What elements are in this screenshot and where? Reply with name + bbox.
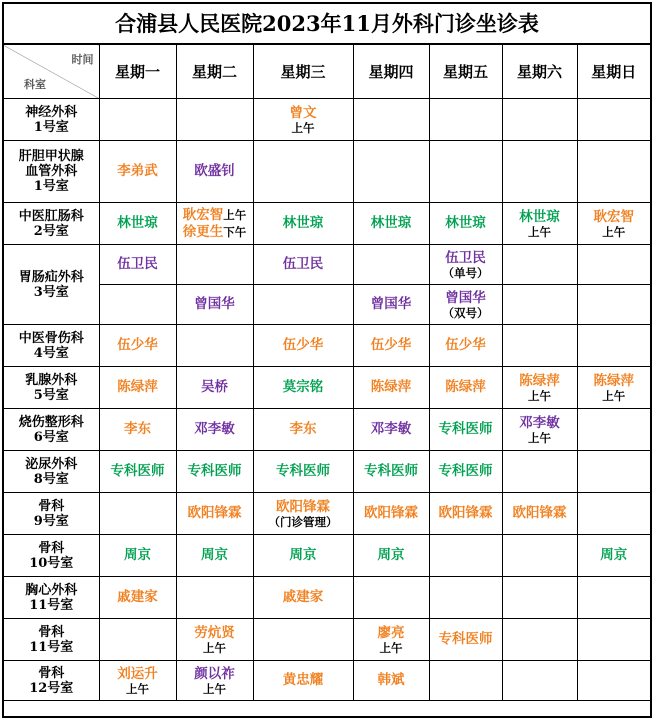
schedule-cell (502, 577, 577, 619)
doctor-entry (354, 421, 429, 438)
schedule-cell (429, 99, 502, 141)
schedule-cell (176, 325, 253, 367)
schedule-cell (176, 245, 253, 285)
doctor-name: 周京 (201, 547, 228, 563)
department-label: 1号室 (33, 119, 69, 135)
schedule-row (4, 661, 650, 701)
department-cell (4, 535, 99, 577)
doctor-entry (100, 337, 176, 354)
doctor-entry (578, 373, 651, 402)
doctor-entry (177, 463, 253, 480)
department-label: 10号室 (29, 555, 74, 571)
doctor-entry (177, 163, 253, 180)
schedule-cell (353, 141, 429, 203)
doctor-name: 邓李敏 (370, 421, 412, 437)
schedule-cell (429, 577, 502, 619)
doctor-entry (354, 379, 429, 396)
doctor-entry (254, 215, 353, 232)
doctor-entry (503, 415, 577, 444)
department-label: 泌尿外科 (25, 456, 78, 472)
doctor-entry (177, 505, 253, 522)
doctor-entry (177, 666, 253, 695)
schedule-row (4, 99, 650, 141)
doctor-entry (430, 250, 502, 279)
doctor-name: 韩斌 (377, 672, 405, 688)
schedule-cell (577, 325, 650, 367)
department-label: 胃肠疝外科 (18, 269, 84, 285)
department-label: 5号室 (33, 387, 69, 403)
doctor-name: 李弟武 (117, 163, 158, 179)
department-label: 骨科 (38, 624, 65, 640)
schedule-cell (429, 535, 502, 577)
schedule-cell (353, 619, 429, 661)
session-note: 上午 (203, 641, 226, 655)
doctor-name: 陈绿萍 (519, 373, 560, 389)
doctor-name: 专科医师 (364, 463, 418, 479)
schedule-cell (353, 493, 429, 535)
schedule-cell (502, 409, 577, 451)
schedule-row (4, 577, 650, 619)
schedule-cell (502, 661, 577, 701)
doctor-entry (430, 505, 502, 522)
doctor-entry (254, 672, 353, 689)
day-header-tue: 星期二 (176, 45, 253, 99)
schedule-cell (176, 619, 253, 661)
doctor-name: 林世琼 (519, 209, 560, 225)
session-note: 上午 (602, 225, 626, 239)
schedule-cell (577, 661, 650, 701)
doctor-name: 欧盛钊 (194, 163, 235, 179)
doctor-entry (354, 672, 429, 689)
schedule-cell (99, 99, 176, 141)
schedule-cell (502, 451, 577, 493)
doctor-name: 陈绿萍 (370, 379, 412, 395)
doctor-entry (354, 505, 429, 522)
schedule-cell (176, 141, 253, 203)
department-cell (4, 203, 99, 245)
doctor-entry (578, 209, 651, 238)
schedule-row (4, 245, 650, 285)
doctor-name: 专科医师 (438, 631, 493, 647)
schedule-cell (253, 99, 353, 141)
doctor-name: 欧阳锋霖 (438, 505, 493, 521)
schedule-cell (99, 577, 176, 619)
doctor-name: 伍卫民 (117, 256, 158, 272)
schedule-body (4, 99, 650, 701)
schedule-cell (429, 451, 502, 493)
schedule-row (4, 203, 650, 245)
department-cell (4, 493, 99, 535)
session-note: 上午 (223, 207, 247, 222)
doctor-name: 曾国华 (445, 290, 486, 306)
doctor-name: 伍少华 (445, 337, 486, 353)
doctor-entry (100, 547, 176, 564)
schedule-cell (353, 577, 429, 619)
schedule-cell (353, 451, 429, 493)
department-label: 1号室 (33, 179, 69, 194)
doctor-name: 廖亮 (377, 625, 405, 641)
schedule-cell (176, 661, 253, 701)
schedule-cell (253, 493, 353, 535)
schedule-cell (429, 203, 502, 245)
schedule-cell (176, 577, 253, 619)
doctor-entry (254, 337, 353, 354)
schedule-cell (253, 367, 353, 409)
doctor-name: 林世琼 (445, 215, 486, 231)
doctor-entry (254, 589, 353, 606)
doctor-entry (430, 337, 502, 354)
doctor-name: 颜以祚 (194, 666, 235, 682)
schedule-cell (502, 325, 577, 367)
schedule-cell (253, 203, 353, 245)
doctor-entry (177, 421, 253, 438)
schedule-cell (429, 285, 502, 325)
department-label: 乳腺外科 (25, 372, 78, 388)
schedule-cell (99, 325, 176, 367)
doctor-name: 莫宗铭 (282, 379, 324, 395)
schedule-cell (502, 285, 577, 325)
doctor-entry (503, 209, 577, 238)
doctor-entry (254, 463, 353, 480)
department-label: 11号室 (29, 597, 74, 613)
doctor-name: 伍卫民 (282, 256, 324, 272)
schedule-cell (353, 661, 429, 701)
schedule-cell (99, 285, 176, 325)
doctor-name: 邓李敏 (194, 421, 235, 437)
doctor-entry (578, 547, 651, 564)
schedule-cell (353, 409, 429, 451)
department-cell (4, 661, 99, 701)
schedule-row (4, 285, 650, 325)
doctor-name: 陈绿萍 (117, 379, 158, 395)
doctor-name: 专科医师 (438, 463, 493, 479)
doctor-entry (100, 215, 176, 232)
time-header-label: 时间 (71, 53, 94, 66)
schedule-cell (253, 451, 353, 493)
doctor-entry (354, 547, 429, 564)
doctor-entry (100, 666, 176, 695)
schedule-row (4, 493, 650, 535)
doctor-entry (430, 215, 502, 232)
schedule-cell (502, 535, 577, 577)
doctor-name: 周京 (377, 547, 405, 563)
session-note: 上午 (528, 225, 551, 239)
schedule-cell (502, 245, 577, 285)
schedule-row (4, 141, 650, 203)
department-label: 中医肛肠科 (18, 208, 84, 224)
department-cell (4, 451, 99, 493)
doctor-name: 李东 (124, 421, 151, 437)
department-cell (4, 409, 99, 451)
doctor-entry (254, 499, 353, 528)
schedule-row (4, 535, 650, 577)
doctor-entry (177, 207, 253, 224)
schedule-cell (99, 203, 176, 245)
department-label: 烧伤整形科 (18, 414, 84, 430)
schedule-cell (353, 535, 429, 577)
doctor-name: 周京 (124, 547, 151, 563)
department-label: 胸心外科 (25, 582, 78, 598)
department-cell (4, 99, 99, 141)
session-note: 上午 (126, 682, 149, 696)
schedule-cell (253, 285, 353, 325)
schedule-table (4, 44, 650, 701)
doctor-name: 专科医师 (110, 463, 165, 479)
schedule-cell (353, 367, 429, 409)
department-label: 4号室 (33, 345, 69, 361)
schedule-cell (429, 367, 502, 409)
doctor-entry (503, 373, 577, 402)
doctor-name: 戚建家 (117, 589, 158, 605)
doctor-entry (254, 421, 353, 438)
department-label: 神经外科 (25, 104, 78, 120)
doctor-entry (254, 547, 353, 564)
page-title: 合浦县人民医院2023年11月外科门诊坐诊表 (4, 4, 650, 44)
department-label: 中医骨伤科 (18, 330, 84, 346)
schedule-cell (176, 409, 253, 451)
department-label: 骨科 (38, 498, 65, 514)
schedule-cell (353, 99, 429, 141)
day-header-sat: 星期六 (502, 45, 577, 99)
day-header-mon: 星期一 (99, 45, 176, 99)
doctor-entry (177, 625, 253, 654)
schedule-cell (577, 203, 650, 245)
schedule-cell (577, 367, 650, 409)
schedule-cell (429, 661, 502, 701)
department-label: 3号室 (33, 284, 69, 300)
doctor-entry (430, 290, 502, 319)
day-header-sun: 星期日 (577, 45, 650, 99)
schedule-cell (99, 661, 176, 701)
schedule-cell (353, 245, 429, 285)
schedule-cell (253, 577, 353, 619)
doctor-name: 曾国华 (370, 296, 412, 312)
doctor-name: 劳炕贤 (194, 625, 235, 641)
schedule-cell (176, 285, 253, 325)
day-header-fri: 星期五 (429, 45, 502, 99)
schedule-cell (353, 285, 429, 325)
schedule-cell (253, 141, 353, 203)
department-cell (4, 577, 99, 619)
schedule-cell (176, 535, 253, 577)
department-label: 肝胆甲状腺 (18, 149, 84, 164)
doctor-entry (100, 163, 176, 180)
schedule-cell (176, 203, 253, 245)
schedule-cell (577, 577, 650, 619)
session-note: 上午 (379, 641, 403, 655)
doctor-name: 欧阳锋霖 (276, 499, 330, 515)
doctor-name: 耿宏智 (593, 209, 634, 225)
session-note: 上午 (602, 389, 626, 403)
schedule-cell (429, 619, 502, 661)
schedule-cell (502, 619, 577, 661)
doctor-name: 耿宏智 (182, 206, 224, 223)
doctor-entry (503, 505, 577, 522)
doctor-entry (354, 463, 429, 480)
schedule-cell (502, 99, 577, 141)
doctor-entry (100, 463, 176, 480)
schedule-row (4, 619, 650, 661)
schedule-cell (502, 141, 577, 203)
schedule-cell (577, 409, 650, 451)
doctor-name: 曾国华 (194, 296, 235, 312)
day-header-wed: 星期三 (253, 45, 353, 99)
schedule-cell (176, 367, 253, 409)
schedule-cell (176, 99, 253, 141)
doctor-name: 伍少华 (282, 337, 324, 353)
session-note: （双号） (442, 306, 489, 320)
session-note: 上午 (291, 121, 315, 135)
schedule-cell (577, 619, 650, 661)
doctor-name: 伍少华 (117, 337, 158, 353)
doctor-entry (430, 379, 502, 396)
doctor-entry (177, 379, 253, 396)
department-cell (4, 141, 99, 203)
doctor-name: 林世琼 (282, 215, 324, 231)
doctor-entry (354, 625, 429, 654)
doctor-name: 李东 (289, 421, 317, 437)
department-label: 6号室 (33, 429, 69, 445)
day-header-thu: 星期四 (353, 45, 429, 99)
doctor-entry (100, 421, 176, 438)
doctor-name: 邓李敏 (519, 415, 560, 431)
schedule-cell (253, 661, 353, 701)
schedule-cell (253, 619, 353, 661)
doctor-entry (100, 589, 176, 606)
schedule-cell (577, 99, 650, 141)
corner-header-cell (4, 45, 99, 99)
department-cell (4, 245, 99, 325)
schedule-cell (429, 325, 502, 367)
schedule-sheet (2, 2, 652, 718)
schedule-cell (253, 325, 353, 367)
doctor-name: 伍卫民 (445, 250, 486, 266)
schedule-cell (253, 535, 353, 577)
doctor-name: 徐更生 (182, 223, 224, 240)
doctor-name: 专科医师 (438, 421, 493, 437)
department-label: 骨科 (38, 665, 65, 681)
schedule-cell (502, 203, 577, 245)
department-label: 12号室 (29, 680, 74, 696)
doctor-entry (354, 337, 429, 354)
department-label: 11号室 (29, 639, 74, 655)
doctor-name: 欧阳锋霖 (187, 505, 242, 521)
doctor-name: 刘运升 (117, 666, 158, 682)
department-label: 9号室 (33, 513, 69, 529)
doctor-entry (430, 631, 502, 648)
schedule-cell (99, 409, 176, 451)
doctor-entry (354, 215, 429, 232)
session-note: 下午 (223, 224, 247, 239)
doctor-entry (100, 256, 176, 273)
schedule-cell (502, 493, 577, 535)
session-note: （门诊管理） (268, 515, 338, 529)
doctor-name: 周京 (600, 547, 628, 563)
department-label: 2号室 (33, 223, 69, 239)
department-label: 血管外科 (25, 164, 78, 179)
doctor-name: 林世琼 (370, 215, 412, 231)
doctor-entry (254, 105, 353, 134)
doctor-name: 陈绿萍 (593, 373, 634, 389)
schedule-cell (99, 367, 176, 409)
schedule-cell (99, 451, 176, 493)
session-note: 上午 (203, 682, 226, 696)
schedule-cell (429, 141, 502, 203)
schedule-row (4, 325, 650, 367)
schedule-cell (353, 325, 429, 367)
doctor-name: 林世琼 (117, 215, 158, 231)
session-note: 上午 (528, 431, 551, 445)
doctor-name: 陈绿萍 (445, 379, 486, 395)
schedule-cell (577, 245, 650, 285)
schedule-cell (502, 367, 577, 409)
session-note: （单号） (442, 266, 489, 280)
schedule-cell (253, 409, 353, 451)
doctor-name: 欧阳锋霖 (512, 505, 567, 521)
doctor-name: 欧阳锋霖 (364, 505, 418, 521)
doctor-name: 伍少华 (370, 337, 412, 353)
doctor-name: 黄忠耀 (282, 672, 324, 688)
schedule-cell (577, 141, 650, 203)
doctor-entry (430, 463, 502, 480)
schedule-cell (253, 245, 353, 285)
doctor-entry (430, 421, 502, 438)
schedule-cell (429, 245, 502, 285)
schedule-cell (176, 451, 253, 493)
schedule-cell (577, 493, 650, 535)
schedule-cell (429, 493, 502, 535)
dept-header-label: 科室 (24, 78, 46, 91)
doctor-name: 周京 (289, 547, 317, 563)
schedule-row (4, 409, 650, 451)
doctor-entry (177, 547, 253, 564)
session-note: 上午 (528, 389, 551, 403)
schedule-cell (176, 493, 253, 535)
doctor-entry (177, 296, 253, 313)
department-cell (4, 619, 99, 661)
schedule-cell (99, 493, 176, 535)
schedule-row (4, 367, 650, 409)
schedule-cell (99, 619, 176, 661)
department-cell (4, 325, 99, 367)
schedule-cell (577, 535, 650, 577)
header-row (4, 45, 650, 99)
department-label: 8号室 (33, 471, 69, 487)
schedule-row (4, 451, 650, 493)
department-label: 骨科 (38, 540, 65, 556)
doctor-entry (254, 379, 353, 396)
doctor-name: 吴桥 (201, 379, 228, 395)
doctor-name: 戚建家 (282, 589, 324, 605)
schedule-cell (577, 285, 650, 325)
doctor-entry (254, 256, 353, 273)
schedule-cell (577, 451, 650, 493)
doctor-name: 专科医师 (276, 463, 330, 479)
schedule-cell (429, 409, 502, 451)
doctor-entry (177, 224, 253, 241)
department-cell (4, 367, 99, 409)
schedule-cell (99, 245, 176, 285)
doctor-entry (354, 296, 429, 313)
schedule-cell (99, 535, 176, 577)
schedule-cell (353, 203, 429, 245)
doctor-name: 曾文 (289, 105, 317, 121)
doctor-entry (100, 379, 176, 396)
doctor-name: 专科医师 (187, 463, 242, 479)
schedule-cell (99, 141, 176, 203)
